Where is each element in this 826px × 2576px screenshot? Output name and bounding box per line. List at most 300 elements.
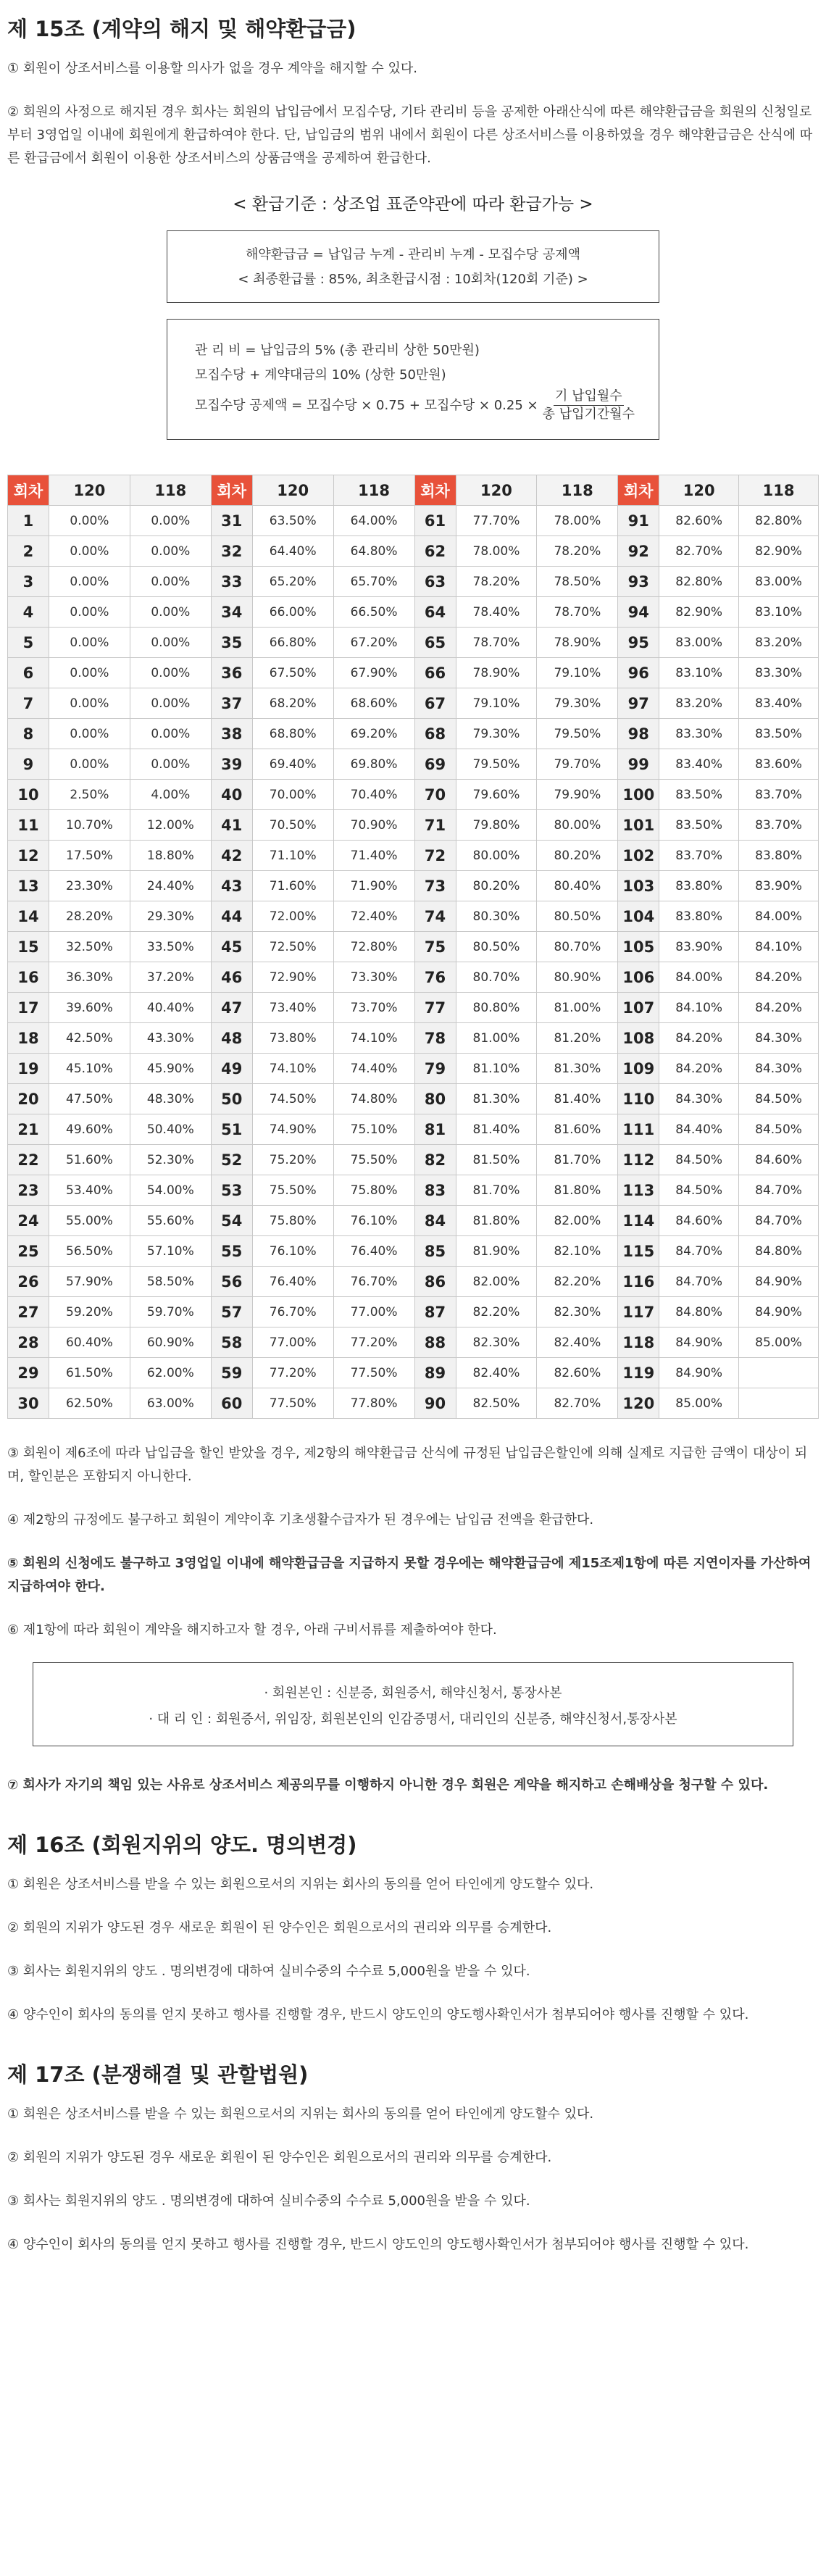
rate-120-cell: 84.60% [659, 1206, 739, 1236]
rate-120-cell: 81.40% [456, 1114, 537, 1145]
rate-120-cell: 0.00% [49, 749, 130, 780]
installment-number-cell: 8 [8, 719, 49, 749]
rate-118-cell: 82.20% [537, 1267, 618, 1297]
rate-118-cell: 74.40% [333, 1054, 414, 1084]
installment-number-cell: 45 [211, 932, 252, 962]
rate-120-cell: 0.00% [49, 597, 130, 628]
rate-120-cell: 80.30% [456, 901, 537, 932]
rate-120-cell: 82.30% [456, 1327, 537, 1358]
rate-120-cell: 82.20% [456, 1297, 537, 1327]
installment-number-cell: 89 [414, 1358, 456, 1388]
rate-118-cell: 43.30% [130, 1023, 211, 1054]
s16-paragraph-2: ② 회원의 지위가 양도된 경우 새로운 회원이 된 양수인은 회원으로서의 권리와 의무를 승계한다. [7, 1920, 552, 1935]
s15-paragraph-5: ⑤ 회원의 신청에도 불구하고 3영업일 이내에 해약환급금을 지급하지 못할 경우에는 해약환급금에 제15조제1항에 따른 지연이자를 가산하여 지급하여야 한다. [7, 1556, 812, 1594]
rate-118-cell: 83.60% [739, 749, 819, 780]
rate-120-cell: 76.70% [252, 1297, 333, 1327]
rate-120-cell: 79.60% [456, 780, 537, 810]
section-16-title: 제 16조 (회원지위의 양도. 명의변경) [7, 1833, 357, 1857]
rate-118-cell: 84.60% [739, 1145, 819, 1175]
table-row [8, 536, 819, 567]
rate-120-cell: 0.00% [49, 567, 130, 597]
rate-120-cell: 59.20% [49, 1297, 130, 1327]
rate-118-cell: 0.00% [130, 567, 211, 597]
rate-118-cell: 73.30% [333, 962, 414, 993]
installment-number-cell: 120 [618, 1388, 659, 1419]
rate-118-cell: 29.30% [130, 901, 211, 932]
header-installment: 회차 [8, 475, 49, 506]
installment-number-cell: 27 [8, 1297, 49, 1327]
rate-120-cell: 83.80% [659, 901, 739, 932]
refund-formula-line: 해약환급금 = 납입금 누계 - 관리비 누계 - 모집수당 공제액 [245, 247, 581, 262]
installment-number-cell: 90 [414, 1388, 456, 1419]
installment-number-cell: 101 [618, 810, 659, 841]
management-fee-line: 관 리 비 = 납입금의 5% (총 관리비 상한 50만원) [195, 343, 480, 358]
rate-118-cell: 78.50% [537, 567, 618, 597]
rate-120-cell: 66.00% [252, 597, 333, 628]
s16-paragraph-1: ① 회원은 상조서비스를 받을 수 있는 회원으로서의 지위는 회사의 동의를 얻어 타인에게 양도할수 있다. [7, 1877, 594, 1892]
rate-120-cell: 78.00% [456, 536, 537, 567]
commission-line: 모집수당 + 계약대금의 10% (상한 50만원) [195, 367, 446, 383]
rate-118-cell: 0.00% [130, 628, 211, 658]
installment-number-cell: 114 [618, 1206, 659, 1236]
installment-number-cell: 47 [211, 993, 252, 1023]
installment-number-cell: 86 [414, 1267, 456, 1297]
rate-120-cell: 23.30% [49, 871, 130, 901]
rate-118-cell: 84.90% [739, 1267, 819, 1297]
rate-118-cell: 84.80% [739, 1236, 819, 1267]
installment-number-cell: 14 [8, 901, 49, 932]
installment-number-cell: 46 [211, 962, 252, 993]
s16-paragraph-3: ③ 회사는 회원지위의 양도 . 명의변경에 대하여 실비수중의 수수료 5,000원을 받을 수 있다. [7, 1964, 530, 1979]
table-row [8, 1084, 819, 1114]
rate-118-cell: 80.40% [537, 871, 618, 901]
installment-number-cell: 108 [618, 1023, 659, 1054]
rate-120-cell: 76.10% [252, 1236, 333, 1267]
rate-120-cell: 0.00% [49, 658, 130, 688]
rate-118-cell: 76.70% [333, 1267, 414, 1297]
rate-118-cell: 73.70% [333, 993, 414, 1023]
rate-120-cell: 0.00% [49, 628, 130, 658]
installment-number-cell: 98 [618, 719, 659, 749]
refund-rate-table [7, 475, 819, 1419]
installment-number-cell: 18 [8, 1023, 49, 1054]
rate-118-cell: 52.30% [130, 1145, 211, 1175]
rate-118-cell: 0.00% [130, 597, 211, 628]
installment-number-cell: 13 [8, 871, 49, 901]
fraction-numerator: 기 납입월수 [554, 388, 624, 406]
installment-number-cell: 37 [211, 688, 252, 719]
rate-118-cell: 63.00% [130, 1388, 211, 1419]
rate-118-cell: 78.00% [537, 506, 618, 536]
rate-120-cell: 84.00% [659, 962, 739, 993]
installment-number-cell: 116 [618, 1267, 659, 1297]
rate-118-cell: 79.30% [537, 688, 618, 719]
rate-118-cell: 40.40% [130, 993, 211, 1023]
rate-118-cell: 85.00% [739, 1327, 819, 1358]
rate-120-cell: 62.50% [49, 1388, 130, 1419]
installment-number-cell: 53 [211, 1175, 252, 1206]
rate-118-cell: 69.80% [333, 749, 414, 780]
rate-120-cell: 71.10% [252, 841, 333, 871]
header-plan-120: 120 [252, 475, 333, 506]
rate-120-cell: 72.90% [252, 962, 333, 993]
deduction-formula-box [167, 319, 659, 440]
rate-118-cell: 74.10% [333, 1023, 414, 1054]
installment-number-cell: 117 [618, 1297, 659, 1327]
rate-120-cell: 55.00% [49, 1206, 130, 1236]
rate-120-cell: 2.50% [49, 780, 130, 810]
rate-120-cell: 74.50% [252, 1084, 333, 1114]
rate-118-cell: 74.80% [333, 1084, 414, 1114]
rate-118-cell: 83.10% [739, 597, 819, 628]
rate-118-cell: 80.70% [537, 932, 618, 962]
table-row [8, 719, 819, 749]
installment-number-cell: 100 [618, 780, 659, 810]
rate-120-cell: 75.50% [252, 1175, 333, 1206]
rate-118-cell: 84.30% [739, 1023, 819, 1054]
rate-120-cell: 76.40% [252, 1267, 333, 1297]
table-row [8, 597, 819, 628]
rate-118-cell: 83.70% [739, 810, 819, 841]
rate-118-cell: 76.40% [333, 1236, 414, 1267]
installment-number-cell: 25 [8, 1236, 49, 1267]
table-row [8, 628, 819, 658]
installment-number-cell: 19 [8, 1054, 49, 1084]
rate-118-cell: 0.00% [130, 506, 211, 536]
rate-118-cell: 84.20% [739, 962, 819, 993]
rate-120-cell: 64.40% [252, 536, 333, 567]
table-row [8, 1145, 819, 1175]
installment-number-cell: 104 [618, 901, 659, 932]
table-row [8, 810, 819, 841]
table-row [8, 1297, 819, 1327]
rate-120-cell: 72.00% [252, 901, 333, 932]
table-row [8, 901, 819, 932]
rate-120-cell: 77.50% [252, 1388, 333, 1419]
installment-number-cell: 106 [618, 962, 659, 993]
rate-118-cell: 84.30% [739, 1054, 819, 1084]
rate-118-cell: 79.70% [537, 749, 618, 780]
rate-118-cell: 77.20% [333, 1327, 414, 1358]
rate-118-cell: 68.60% [333, 688, 414, 719]
installment-number-cell: 5 [8, 628, 49, 658]
rate-118-cell: 66.50% [333, 597, 414, 628]
rate-118-cell [739, 1388, 819, 1419]
header-installment: 회차 [211, 475, 252, 506]
rate-118-cell: 33.50% [130, 932, 211, 962]
rate-118-cell: 83.80% [739, 841, 819, 871]
fraction-denominator: 총 납입기간월수 [542, 407, 635, 422]
rate-118-cell: 82.10% [537, 1236, 618, 1267]
installment-number-cell: 30 [8, 1388, 49, 1419]
rate-120-cell: 84.70% [659, 1267, 739, 1297]
s15-paragraph-2: ② 회원의 사정으로 해지된 경우 회사는 회원의 납입금에서 모집수당, 기타 관리비 등을 공제한 아래산식에 따른 해약환급금을 회원의 신청일로부터 3영업일 이내에 회원에게 환급하여야 한다. 단, 납입금의 범위 내에서 회원이 다른 상조서비스를 이용하였을 경우 해약환급금은 산식에 따른 환급금에서 회원이 이용한 상조서비스의 상품금액을 공제하여 환급한다. [7, 104, 813, 166]
installment-number-cell: 59 [211, 1358, 252, 1388]
rate-120-cell: 69.40% [252, 749, 333, 780]
rate-118-cell: 72.80% [333, 932, 414, 962]
rate-120-cell: 81.70% [456, 1175, 537, 1206]
rate-118-cell: 81.00% [537, 993, 618, 1023]
rate-120-cell: 0.00% [49, 688, 130, 719]
rate-118-cell: 84.50% [739, 1084, 819, 1114]
installment-number-cell: 65 [414, 628, 456, 658]
rate-118-cell: 60.90% [130, 1327, 211, 1358]
installment-number-cell: 85 [414, 1236, 456, 1267]
header-plan-120: 120 [49, 475, 130, 506]
table-row [8, 749, 819, 780]
s17-paragraph-3: ③ 회사는 회원지위의 양도 . 명의변경에 대하여 실비수중의 수수료 5,000원을 받을 수 있다. [7, 2193, 530, 2209]
rate-118-cell: 0.00% [130, 749, 211, 780]
header-installment: 회차 [618, 475, 659, 506]
installment-number-cell: 3 [8, 567, 49, 597]
installment-number-cell: 93 [618, 567, 659, 597]
rate-118-cell: 80.90% [537, 962, 618, 993]
rate-118-cell: 77.80% [333, 1388, 414, 1419]
installment-number-cell: 96 [618, 658, 659, 688]
rate-120-cell: 0.00% [49, 506, 130, 536]
installment-number-cell: 80 [414, 1084, 456, 1114]
rate-118-cell: 59.70% [130, 1297, 211, 1327]
table-row [8, 567, 819, 597]
rate-120-cell: 74.90% [252, 1114, 333, 1145]
installment-number-cell: 34 [211, 597, 252, 628]
rate-120-cell: 10.70% [49, 810, 130, 841]
rate-118-cell: 70.90% [333, 810, 414, 841]
rate-118-cell: 72.40% [333, 901, 414, 932]
installment-number-cell: 21 [8, 1114, 49, 1145]
installment-number-cell: 56 [211, 1267, 252, 1297]
payment-months-fraction [543, 388, 635, 423]
table-row [8, 780, 819, 810]
rate-118-cell: 84.00% [739, 901, 819, 932]
table-row [8, 1054, 819, 1084]
rate-118-cell: 80.20% [537, 841, 618, 871]
rate-118-cell: 83.50% [739, 719, 819, 749]
rate-120-cell: 84.90% [659, 1327, 739, 1358]
installment-number-cell: 24 [8, 1206, 49, 1236]
commission-deduction-text: 모집수당 공제액 = 모집수당 × 0.75 + 모집수당 × 0.25 × [195, 397, 538, 413]
installment-number-cell: 41 [211, 810, 252, 841]
rate-118-cell: 84.70% [739, 1175, 819, 1206]
rate-118-cell: 0.00% [130, 719, 211, 749]
installment-number-cell: 12 [8, 841, 49, 871]
rate-118-cell: 70.40% [333, 780, 414, 810]
installment-number-cell: 16 [8, 962, 49, 993]
installment-number-cell: 7 [8, 688, 49, 719]
rate-118-cell: 12.00% [130, 810, 211, 841]
table-row [8, 1114, 819, 1145]
installment-number-cell: 75 [414, 932, 456, 962]
installment-number-cell: 4 [8, 597, 49, 628]
rate-120-cell: 84.50% [659, 1175, 739, 1206]
s17-paragraph-2: ② 회원의 지위가 양도된 경우 새로운 회원이 된 양수인은 회원으로서의 권리와 의무를 승계한다. [7, 2150, 552, 2165]
installment-number-cell: 99 [618, 749, 659, 780]
rate-120-cell: 85.00% [659, 1388, 739, 1419]
rate-118-cell: 55.60% [130, 1206, 211, 1236]
rate-120-cell: 80.00% [456, 841, 537, 871]
commission-deduction-line [195, 388, 637, 423]
rate-120-cell: 74.10% [252, 1054, 333, 1084]
rate-120-cell: 80.70% [456, 962, 537, 993]
installment-number-cell: 72 [414, 841, 456, 871]
installment-number-cell: 33 [211, 567, 252, 597]
table-row [8, 1388, 819, 1419]
rate-120-cell: 65.20% [252, 567, 333, 597]
installment-number-cell: 9 [8, 749, 49, 780]
refund-table-body [8, 506, 819, 1419]
rate-118-cell: 75.10% [333, 1114, 414, 1145]
installment-number-cell: 10 [8, 780, 49, 810]
rate-118-cell: 64.80% [333, 536, 414, 567]
rate-118-cell: 81.80% [537, 1175, 618, 1206]
rate-120-cell: 49.60% [49, 1114, 130, 1145]
rate-118-cell: 82.80% [739, 506, 819, 536]
installment-number-cell: 64 [414, 597, 456, 628]
rate-120-cell: 83.30% [659, 719, 739, 749]
section-16 [7, 1829, 819, 2027]
table-row [8, 506, 819, 536]
rate-120-cell: 81.50% [456, 1145, 537, 1175]
installment-number-cell: 11 [8, 810, 49, 841]
rate-118-cell: 79.50% [537, 719, 618, 749]
rate-120-cell: 80.20% [456, 871, 537, 901]
section-17-title: 제 17조 (분쟁해결 및 관할법원) [7, 2062, 309, 2087]
installment-number-cell: 28 [8, 1327, 49, 1358]
installment-number-cell: 66 [414, 658, 456, 688]
agent-documents-line: · 대 리 인 : 회원증서, 위임장, 회원본인의 인감증명서, 대리인의 신분증, 해약신청서,통장사본 [149, 1712, 677, 1727]
rate-120-cell: 81.00% [456, 1023, 537, 1054]
rate-118-cell: 4.00% [130, 780, 211, 810]
rate-120-cell: 84.90% [659, 1358, 739, 1388]
installment-number-cell: 67 [414, 688, 456, 719]
rate-120-cell: 78.40% [456, 597, 537, 628]
table-row [8, 841, 819, 871]
rate-120-cell: 82.80% [659, 567, 739, 597]
installment-number-cell: 78 [414, 1023, 456, 1054]
installment-number-cell: 112 [618, 1145, 659, 1175]
rate-118-cell: 18.80% [130, 841, 211, 871]
installment-number-cell: 70 [414, 780, 456, 810]
rate-118-cell: 83.90% [739, 871, 819, 901]
rate-120-cell: 39.60% [49, 993, 130, 1023]
rate-118-cell: 84.70% [739, 1206, 819, 1236]
installment-number-cell: 35 [211, 628, 252, 658]
installment-number-cell: 29 [8, 1358, 49, 1388]
rate-118-cell: 83.40% [739, 688, 819, 719]
rate-120-cell: 78.70% [456, 628, 537, 658]
installment-number-cell: 23 [8, 1175, 49, 1206]
rate-118-cell: 0.00% [130, 658, 211, 688]
rate-120-cell: 82.60% [659, 506, 739, 536]
rate-120-cell: 77.00% [252, 1327, 333, 1358]
rate-120-cell: 84.70% [659, 1236, 739, 1267]
rate-120-cell: 80.50% [456, 932, 537, 962]
rate-120-cell: 47.50% [49, 1084, 130, 1114]
rate-120-cell: 83.10% [659, 658, 739, 688]
s15-paragraph-4: ④ 제2항의 규정에도 불구하고 회원이 계약이후 기초생활수급자가 된 경우에는 납입금 전액을 환급한다. [7, 1512, 594, 1527]
rate-118-cell: 48.30% [130, 1084, 211, 1114]
installment-number-cell: 31 [211, 506, 252, 536]
header-plan-118: 118 [739, 475, 819, 506]
installment-number-cell: 49 [211, 1054, 252, 1084]
header-installment: 회차 [414, 475, 456, 506]
installment-number-cell: 92 [618, 536, 659, 567]
table-row [8, 1175, 819, 1206]
rate-120-cell: 82.40% [456, 1358, 537, 1388]
rate-120-cell: 84.50% [659, 1145, 739, 1175]
rate-118-cell: 82.30% [537, 1297, 618, 1327]
table-row [8, 1023, 819, 1054]
installment-number-cell: 55 [211, 1236, 252, 1267]
installment-number-cell: 119 [618, 1358, 659, 1388]
installment-number-cell: 42 [211, 841, 252, 871]
rate-120-cell: 82.70% [659, 536, 739, 567]
rate-120-cell: 73.40% [252, 993, 333, 1023]
rate-118-cell: 50.40% [130, 1114, 211, 1145]
installment-number-cell: 63 [414, 567, 456, 597]
rate-118-cell: 71.90% [333, 871, 414, 901]
installment-number-cell: 1 [8, 506, 49, 536]
rate-120-cell: 53.40% [49, 1175, 130, 1206]
header-plan-118: 118 [130, 475, 211, 506]
rate-120-cell: 84.30% [659, 1084, 739, 1114]
header-plan-120: 120 [456, 475, 537, 506]
installment-number-cell: 110 [618, 1084, 659, 1114]
rate-118-cell: 82.60% [537, 1358, 618, 1388]
rate-118-cell: 71.40% [333, 841, 414, 871]
rate-120-cell: 83.50% [659, 810, 739, 841]
installment-number-cell: 39 [211, 749, 252, 780]
installment-number-cell: 115 [618, 1236, 659, 1267]
rate-120-cell: 56.50% [49, 1236, 130, 1267]
rate-118-cell: 67.90% [333, 658, 414, 688]
installment-number-cell: 44 [211, 901, 252, 932]
installment-number-cell: 74 [414, 901, 456, 932]
installment-number-cell: 94 [618, 597, 659, 628]
s15-paragraph-1: ① 회원이 상조서비스를 이용할 의사가 없을 경우 계약을 해지할 수 있다. [7, 61, 417, 76]
rate-118-cell: 83.00% [739, 567, 819, 597]
table-header-row [8, 475, 819, 506]
rate-120-cell: 0.00% [49, 536, 130, 567]
header-plan-120: 120 [659, 475, 739, 506]
rate-118-cell: 78.90% [537, 628, 618, 658]
installment-number-cell: 82 [414, 1145, 456, 1175]
installment-number-cell: 84 [414, 1206, 456, 1236]
rate-120-cell: 78.90% [456, 658, 537, 688]
rate-120-cell: 28.20% [49, 901, 130, 932]
installment-number-cell: 60 [211, 1388, 252, 1419]
installment-number-cell: 2 [8, 536, 49, 567]
table-row [8, 993, 819, 1023]
rate-120-cell: 67.50% [252, 658, 333, 688]
rate-118-cell: 45.90% [130, 1054, 211, 1084]
rate-118-cell: 58.50% [130, 1267, 211, 1297]
installment-number-cell: 50 [211, 1084, 252, 1114]
rate-120-cell: 75.80% [252, 1206, 333, 1236]
rate-118-cell: 79.10% [537, 658, 618, 688]
installment-number-cell: 38 [211, 719, 252, 749]
rate-120-cell: 79.30% [456, 719, 537, 749]
rate-120-cell: 77.20% [252, 1358, 333, 1388]
installment-number-cell: 22 [8, 1145, 49, 1175]
rate-118-cell: 64.00% [333, 506, 414, 536]
rate-120-cell: 66.80% [252, 628, 333, 658]
rate-118-cell: 83.20% [739, 628, 819, 658]
rate-120-cell: 83.70% [659, 841, 739, 871]
installment-number-cell: 52 [211, 1145, 252, 1175]
s16-paragraph-4: ④ 양수인이 회사의 동의를 얻지 못하고 행사를 진행할 경우, 반드시 양도인의 양도행사확인서가 첨부되어야 행사를 진행할 수 있다. [7, 2007, 749, 2022]
installment-number-cell: 51 [211, 1114, 252, 1145]
